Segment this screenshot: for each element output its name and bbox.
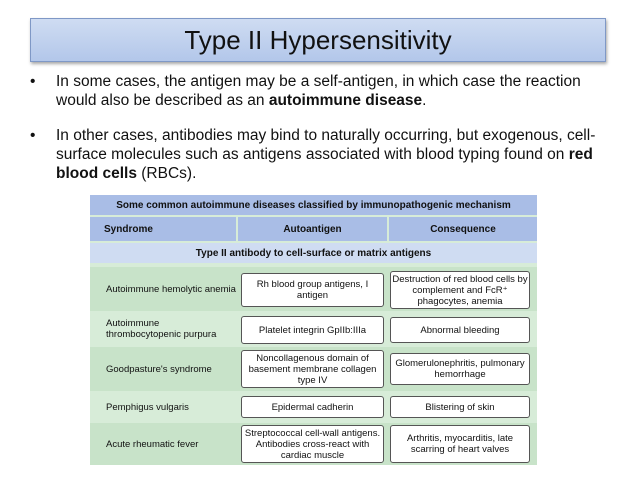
table-cell-autoantigen: Epidermal cadherin (241, 396, 384, 418)
header-consequence: Consequence (389, 217, 537, 241)
table-cell-consequence: Blistering of skin (390, 396, 530, 418)
table-cell-consequence: Arthritis, myocarditis, late scarring of heart valves (390, 425, 530, 463)
table-cell-syndrome: Pemphigus vulgaris (106, 401, 189, 413)
header-syndrome: Syndrome (90, 217, 236, 241)
slide-title-text: Type II Hypersensitivity (184, 24, 452, 55)
autoimmune-table (90, 195, 537, 465)
header-autoantigen: Autoantigen (238, 217, 387, 241)
bullet-list (28, 72, 624, 183)
bullet-marker: • (30, 127, 36, 144)
table-cell-syndrome: Autoimmune thrombocytopenic purpura (106, 318, 217, 340)
table-subheader: Type II antibody to cell-surface or matrix antigens (90, 243, 537, 263)
table-cell-syndrome: Autoimmune hemolytic anemia (106, 283, 236, 295)
table-cell-autoantigen: Platelet integrin GpIIb:IIIa (241, 316, 384, 344)
bullet-item: • In some cases, the antigen may be a self-antigen, in which case the reaction would also be described as an autoimmune disease. (30, 73, 581, 109)
table-cell-consequence: Glomerulonephritis, pulmonary hemorrhage (390, 353, 530, 385)
table-cell-autoantigen: Noncollagenous domain of basement membrane collagen type IV (241, 350, 384, 388)
slide-title (30, 18, 606, 62)
bullet-item: • In other cases, antibodies may bind to naturally occurring, but exogenous, cell-surface molecules such as antigens associated with blood typing found on red blood cells (RBCs). (30, 127, 596, 182)
table-cell-syndrome: Goodpasture's syndrome (106, 363, 212, 375)
table-cell-autoantigen: Streptococcal cell-wall antigens. Antibodies cross-react with cardiac muscle (241, 425, 384, 463)
bullet-marker: • (30, 73, 36, 90)
table-cell-syndrome: Acute rheumatic fever (106, 438, 199, 450)
table-cell-consequence: Abnormal bleeding (390, 317, 530, 343)
table-cell-consequence: Destruction of red blood cells by complement and FcR⁺ phagocytes, anemia (390, 271, 530, 309)
table-cell-autoantigen: Rh blood group antigens, I antigen (241, 273, 384, 307)
table-title: Some common autoimmune diseases classified by immunopathogenic mechanism (90, 195, 537, 215)
